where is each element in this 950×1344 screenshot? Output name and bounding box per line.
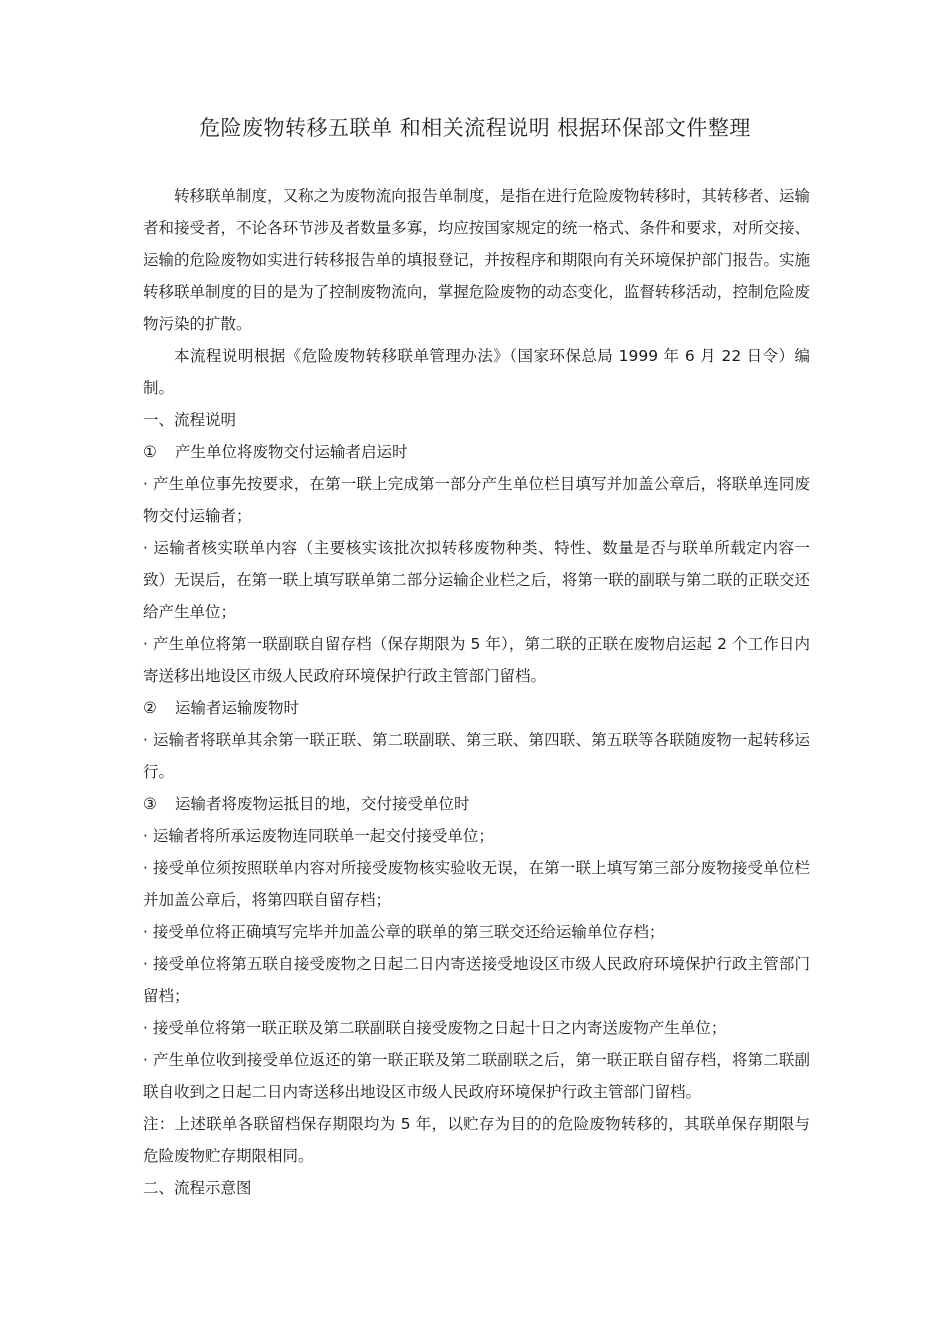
document-title: 危险废物转移五联单 和相关流程说明 根据环保部文件整理 <box>199 116 751 140</box>
step-heading-1 <box>143 436 810 468</box>
step1-item: · 产生单位事先按要求，在第一联上完成第一部分产生单位栏目填写并加盖公章后，将联单连同废物交付运输者； <box>143 475 810 525</box>
step3-item: · 接受单位须按照联单内容对所接受废物核实验收无误，在第一联上填写第三部分废物接受单位栏并加盖公章后，将第四联自留存档； <box>143 859 810 909</box>
step-marker: ② <box>143 699 157 717</box>
document-body <box>143 180 810 1204</box>
step1-item: · 产生单位将第一联副联自留存档（保存期限为 5 年），第二联的正联在废物启运起 2 个工作日内寄送移出地设区市级人民政府环境保护行政主管部门留档。 <box>143 635 810 685</box>
step-title: 产生单位将废物交付运输者启运时 <box>175 443 408 461</box>
intro-paragraph: 转移联单制度，又称之为废物流向报告单制度，是指在进行危险废物转移时，其转移者、运输者和接受者，不论各环节涉及者数量多寡，均应按国家规定的统一格式、条件和要求，对所交接、运输的危险废物如实进行转移报告单的填报登记，并按程序和期限向有关环境保护部门报告。实施转移联单制度的目的是为了控制废物流向，掌握危险废物的动态变化，监督转移活动，控制危险废物污染的扩散。 <box>143 187 810 333</box>
step-heading-2 <box>143 692 810 724</box>
retention-note: 注：上述联单各联留档保存期限均为 5 年，以贮存为目的的危险废物转移的，其联单保存期限与危险废物贮存期限相同。 <box>143 1115 810 1165</box>
step-title: 运输者运输废物时 <box>175 699 300 717</box>
step3-item: · 接受单位将第五联自接受废物之日起二日内寄送接受地设区市级人民政府环境保护行政主管部门留档； <box>143 955 810 1005</box>
intro-source-paragraph: 本流程说明根据《危险废物转移联单管理办法》（国家环保总局 1999 年 6 月 22 日令）编制。 <box>143 347 810 397</box>
step-marker: ③ <box>143 795 157 813</box>
step2-item: · 运输者将联单其余第一联正联、第二联副联、第三联、第四联、第五联等各联随废物一起转移运行。 <box>143 731 810 781</box>
section-heading-process: 一、流程说明 <box>143 411 237 429</box>
section-heading-diagram: 二、流程示意图 <box>143 1179 252 1197</box>
step-marker: ① <box>143 443 157 461</box>
step1-item: · 运输者核实联单内容（主要核实该批次拟转移废物种类、特性、数量是否与联单所载定内容一致）无误后，在第一联上填写联单第二部分运输企业栏之后，将第一联的副联与第二联的正联交还给产生单位； <box>143 539 810 621</box>
step-heading-3 <box>143 788 810 820</box>
step-title: 运输者将废物运抵目的地，交付接受单位时 <box>175 795 470 813</box>
step3-item: · 接受单位将第一联正联及第二联副联自接受废物之日起十日之内寄送废物产生单位； <box>143 1019 727 1037</box>
step3-item: · 产生单位收到接受单位返还的第一联正联及第二联副联之后，第一联正联自留存档，将第二联副联自收到之日起二日内寄送移出地设区市级人民政府环境保护行政主管部门留档。 <box>143 1051 810 1101</box>
step3-item: · 运输者将所承运废物连同联单一起交付接受单位； <box>143 827 494 845</box>
step3-item: · 接受单位将正确填写完毕并加盖公章的联单的第三联交还给运输单位存档； <box>143 923 665 941</box>
